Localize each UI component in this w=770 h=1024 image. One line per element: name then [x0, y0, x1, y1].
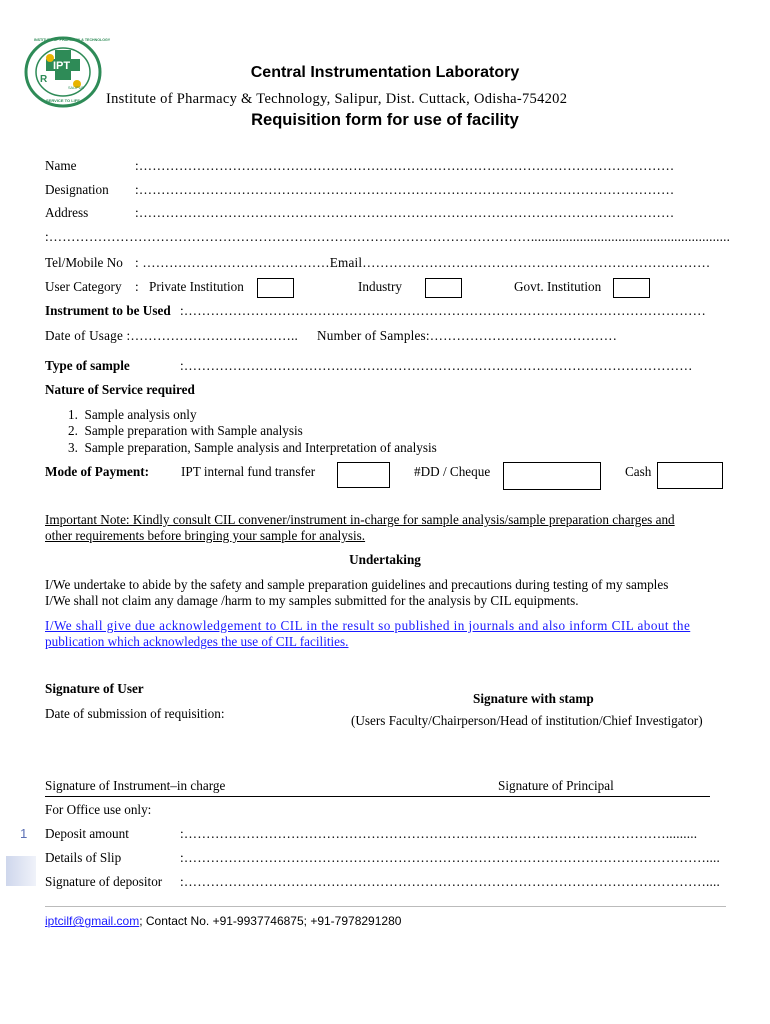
signature-depositor-label: Signature of depositor: [45, 874, 163, 889]
service-item-label: Sample preparation with Sample analysis: [84, 423, 303, 438]
logo-place-text: SALIPUR: [68, 86, 85, 90]
tel-email-field[interactable]: : ……………………………………Email……………………………………………………………………: [135, 255, 711, 270]
service-item-label: Sample preparation, Sample analysis and Interpretation of analysis: [84, 440, 437, 455]
instrument-label: Instrument to be Used: [45, 303, 171, 318]
ipt-fund-transfer-checkbox[interactable]: [337, 462, 390, 488]
footer-contact-numbers: ; Contact No. +91-9937746875; +91-7978291280: [139, 914, 402, 928]
important-note-line2: other requirements before bringing your sample for analysis.: [45, 528, 366, 543]
logo-center-text: IPT: [53, 60, 71, 72]
industry-checkbox[interactable]: [425, 278, 462, 298]
number-of-samples-field[interactable]: Number of Samples:……………………………………: [317, 328, 618, 343]
ipt-fund-transfer-label: IPT internal fund transfer: [181, 464, 316, 479]
designation-label: Designation: [45, 182, 109, 197]
undertaking-title: Undertaking: [349, 552, 421, 567]
address-label: Address: [45, 205, 89, 220]
submission-date-label: Date of submission of requisition:: [45, 706, 225, 721]
industry-label: Industry: [358, 279, 402, 294]
logo-top-text: INSTITUTE OF PHARMACY & TECHNOLOGY: [34, 38, 111, 42]
logo-letter: R: [40, 74, 48, 85]
details-of-slip-field[interactable]: :………………………………………………………………………………………………………....: [180, 850, 720, 865]
undertaking-line1: I/We undertake to abide by the safety and sample preparation guidelines and precautions during testing of my samples: [45, 577, 669, 592]
tel-label: Tel/Mobile No: [45, 255, 123, 270]
payment-mode-label: Mode of Payment:: [45, 464, 150, 479]
lab-title: Central Instrumentation Laboratory: [250, 64, 520, 81]
service-item-label: Sample analysis only: [84, 407, 197, 422]
footer-divider: [45, 906, 726, 907]
cash-checkbox[interactable]: [657, 462, 723, 489]
instrument-field[interactable]: :………………………………………………………………………………………………………: [180, 303, 706, 318]
user-category-label: User Category: [45, 279, 122, 294]
page-bar-decoration: [6, 856, 36, 886]
institute-address: Institute of Pharmacy & Technology, Salipur, Dist. Cuttack, Odisha-754202: [106, 91, 568, 107]
private-institution-label: Private Institution: [149, 279, 244, 294]
type-of-sample-label: Type of sample: [45, 358, 130, 373]
service-item-1: 1. Sample analysis only: [68, 407, 197, 422]
dd-cheque-checkbox[interactable]: [503, 462, 601, 490]
undertaking-line2: I/We shall not claim any damage /harm to my samples submitted for the analysis by CIL equipments.: [45, 593, 579, 608]
dd-cheque-label: #DD / Cheque: [414, 464, 491, 479]
acknowledgement-line2[interactable]: publication which acknowledges the use of CIL facilities.: [45, 634, 349, 649]
form-title: Requisition form for use of facility: [251, 111, 519, 129]
signature-of-user-label: Signature of User: [45, 681, 144, 696]
office-divider: [45, 796, 710, 797]
deposit-amount-label: Deposit amount: [45, 826, 129, 841]
nature-of-service-label: Nature of Service required: [45, 382, 195, 397]
name-label: Name: [45, 158, 77, 173]
logo-bottom-text: SERVICE TO LIFE: [46, 98, 80, 103]
designation-field[interactable]: :…………………………………………………………………………………………………………: [135, 182, 675, 197]
address-field[interactable]: :…………………………………………………………………………………………………………: [135, 205, 675, 220]
signature-incharge-label: Signature of Instrument–in charge: [45, 778, 226, 793]
service-item-3: 3. Sample preparation, Sample analysis and Interpretation of analysis: [68, 440, 437, 455]
date-of-usage-field[interactable]: Date of Usage :………………………………..: [45, 328, 299, 343]
cash-label: Cash: [625, 464, 652, 479]
signature-stamp-subtitle: (Users Faculty/Chairperson/Head of institution/Chief Investigator): [351, 713, 703, 728]
service-item-2: 2. Sample preparation with Sample analysis: [68, 423, 303, 438]
office-use-title: For Office use only:: [45, 802, 152, 817]
details-of-slip-label: Details of Slip: [45, 850, 122, 865]
type-of-sample-field[interactable]: :……………………………………………………………………………………………………: [180, 358, 693, 373]
deposit-amount-field[interactable]: :……………………………………………………………………………………………….........: [180, 826, 698, 841]
private-institution-checkbox[interactable]: [257, 278, 294, 298]
govt-institution-label: Govt. Institution: [514, 279, 602, 294]
signature-principal-label: Signature of Principal: [498, 778, 614, 793]
signature-depositor-field[interactable]: :………………………………………………………………………………………………………....: [180, 874, 720, 889]
user-category-colon: :: [135, 279, 139, 294]
signature-with-stamp-label: Signature with stamp: [473, 691, 594, 706]
acknowledgement-line1[interactable]: I/We shall give due acknowledgement to CIL in the result so published in journals and also inform CIL about the: [45, 618, 691, 633]
name-field[interactable]: :…………………………………………………………………………………………………………: [135, 158, 675, 173]
govt-institution-checkbox[interactable]: [613, 278, 650, 298]
footer-email-link[interactable]: iptcilf@gmail.com: [45, 914, 140, 928]
page-number: 1: [20, 826, 28, 841]
footer-contact: [45, 914, 401, 928]
address-field-line2[interactable]: :……………………………………………………………………………………………….........................................................: [45, 229, 731, 244]
important-note-line1: Important Note: Kindly consult CIL convener/instrument in-charge for sample analysis/sample preparation charges and: [45, 512, 675, 527]
